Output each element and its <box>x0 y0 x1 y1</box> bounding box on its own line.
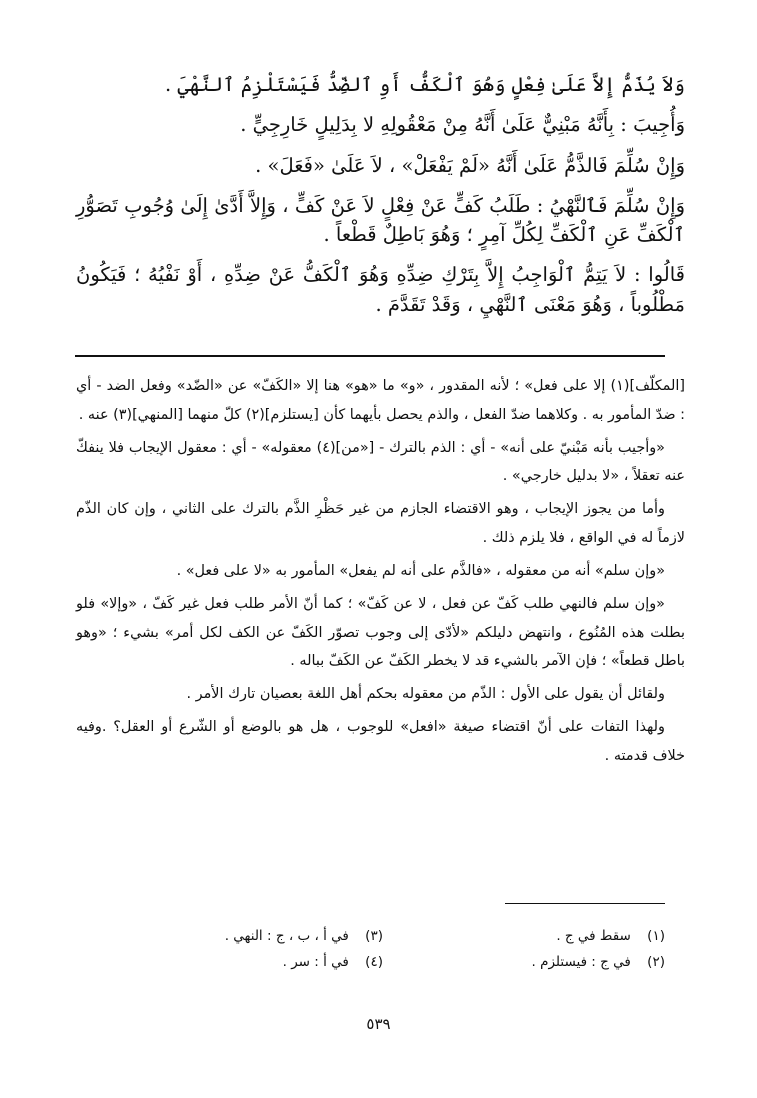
main-paragraph-4: وَإِنْ سُلِّمَ فَٱلنَّهْيُ : طَلَبُ كَفٍّ عَنْ فِعْلٍ لاَ عَنْ كَفٍّ ، وَإِلاَّ أَدَّىٰ إِلَىٰ وُجُوبِ تَصَوُّرِ ٱلْكَفِّ عَنِ ٱلْكَفِّ لِكُلِّ آمِرٍ ؛ وَهُوَ بَاطِلٌ قَطْعاً . <box>76 193 685 246</box>
main-text <box>76 70 685 330</box>
commentary-paragraph-4: «وإن سلم» أنه من معقوله ، «فالذَّم على أنه لم يفعل» المأمور به «لا على فعل» . <box>176 562 665 579</box>
commentary-text <box>76 372 685 775</box>
page-number: ٥٣٩ <box>366 1015 391 1033</box>
footnote-separator <box>505 903 665 904</box>
footnote-number: (٣) <box>365 928 383 944</box>
footnote-text: في ج : فيستلزم . <box>531 954 631 970</box>
footnote-number: (٤) <box>365 954 383 970</box>
footnote-text: سقط في ج . <box>556 928 631 944</box>
footnote-4 <box>283 950 383 976</box>
main-line-1: وَلاَ يُذَمُّ إِلاَّ عَلَىٰ فِعْلٍ وَهُوَ ٱلْكَفُّ أَوِ ٱلضِّدُّ فَيَسْتَلْزِمُ ٱلنَّهْيَ . <box>165 73 685 96</box>
footnote-text: في أ ، ب ، ج : النهي . <box>224 928 349 944</box>
footnote-1 <box>556 924 665 950</box>
commentary-paragraph-5: «وإن سلم فالنهي طلب كَفّ عن فعل ، لا عن كَفّ» ؛ كما أنّ الأمر طلب فعل غير كَفّ ، «وإلا» فلو بطلت هذه المُنُوع ، وانتهض دليلكم «لأدّى إلى وجوب تصوّر الكَفّ عن الكف لكل أمر» بشيء ؛ «وهو باطل قطعاً» ؛ فإن الآمر بالشيء قد لا يخطر الكَفّ عن الكَفّ بباله . <box>76 595 685 670</box>
footnote-text: في أ : سر . <box>282 954 349 970</box>
main-paragraph-5: قَالُوا : لاَ يَتِمُّ ٱلْوَاجِبُ إِلاَّ بِتَرْكِ ضِدِّهِ وَهُوَ ٱلْكَفُّ عَنْ ضِدِّهِ ، أَوْ نَفْيُهُ ؛ فَيَكُونُ مَطْلُوباً ، وَهُوَ مَعْنَى ٱلنَّهْيِ ، وَقَدْ تَقَدَّمَ . <box>76 263 685 316</box>
footnote-2 <box>532 950 665 976</box>
main-text-separator <box>75 355 665 357</box>
commentary-paragraph-3: وأما من يجوز الإيجاب ، وهو الاقتضاء الجازم من غير حَظْرِ الذَّم بالترك على الثاني ، وإن كان الذّم لازماً له في الواقع ، فلا يلزم ذلك . <box>76 501 685 547</box>
commentary-paragraph-7: ولهذا التفات على أنّ اقتضاء صيغة «افعل» للوجوب ، هل هو بالوضع أو الشّرع أو العقل؟ .وفيه خلاف قدمته . <box>76 718 685 764</box>
footnote-number: (١) <box>647 928 665 944</box>
commentary-paragraph-1: [المكلّف](١) إلا على فعل» ؛ لأنه المقدور ، «و» ما «هو» هنا إلا «الكَفّ» عن «الضّد» وفعل الضد - أي : ضدّ المأمور به . وكلاهما ضدّ الفعل ، والذم يحصل بأيهما كأن [يستلزم](٢) كلّ منهما [المنهي](٣) عنه . <box>76 378 685 423</box>
footnote-number: (٢) <box>647 954 665 970</box>
footnote-3 <box>225 924 383 950</box>
commentary-paragraph-2: «وأجيب بأنه مَبْنيّ على أنه» - أي : الذم بالترك - [«من](٤) معقوله» - أي : معقول الإيجاب فلا ينفكّ عنه تعقلاً ، «لا بدليل خارجي» . <box>76 439 685 485</box>
main-line-2: وَأُجِيبَ : بِأَنَّهُ مَبْنِيٌّ عَلَىٰ أَنَّهُ مِنْ مَعْقُولِهِ لا بِدَلِيلٍ خَارِجِيٍّ . <box>240 113 685 137</box>
commentary-paragraph-6: ولقائل أن يقول على الأول : الذّم من معقوله بحكم أهل اللغة بعصيان تارك الأمر . <box>186 686 665 703</box>
main-line-3: وَإِنْ سُلِّمَ فَالذَّمُّ عَلَىٰ أَنَّهُ «لَمْ يَفْعَلْ» ، لاَ عَلَىٰ «فَعَلَ» . <box>255 153 685 177</box>
